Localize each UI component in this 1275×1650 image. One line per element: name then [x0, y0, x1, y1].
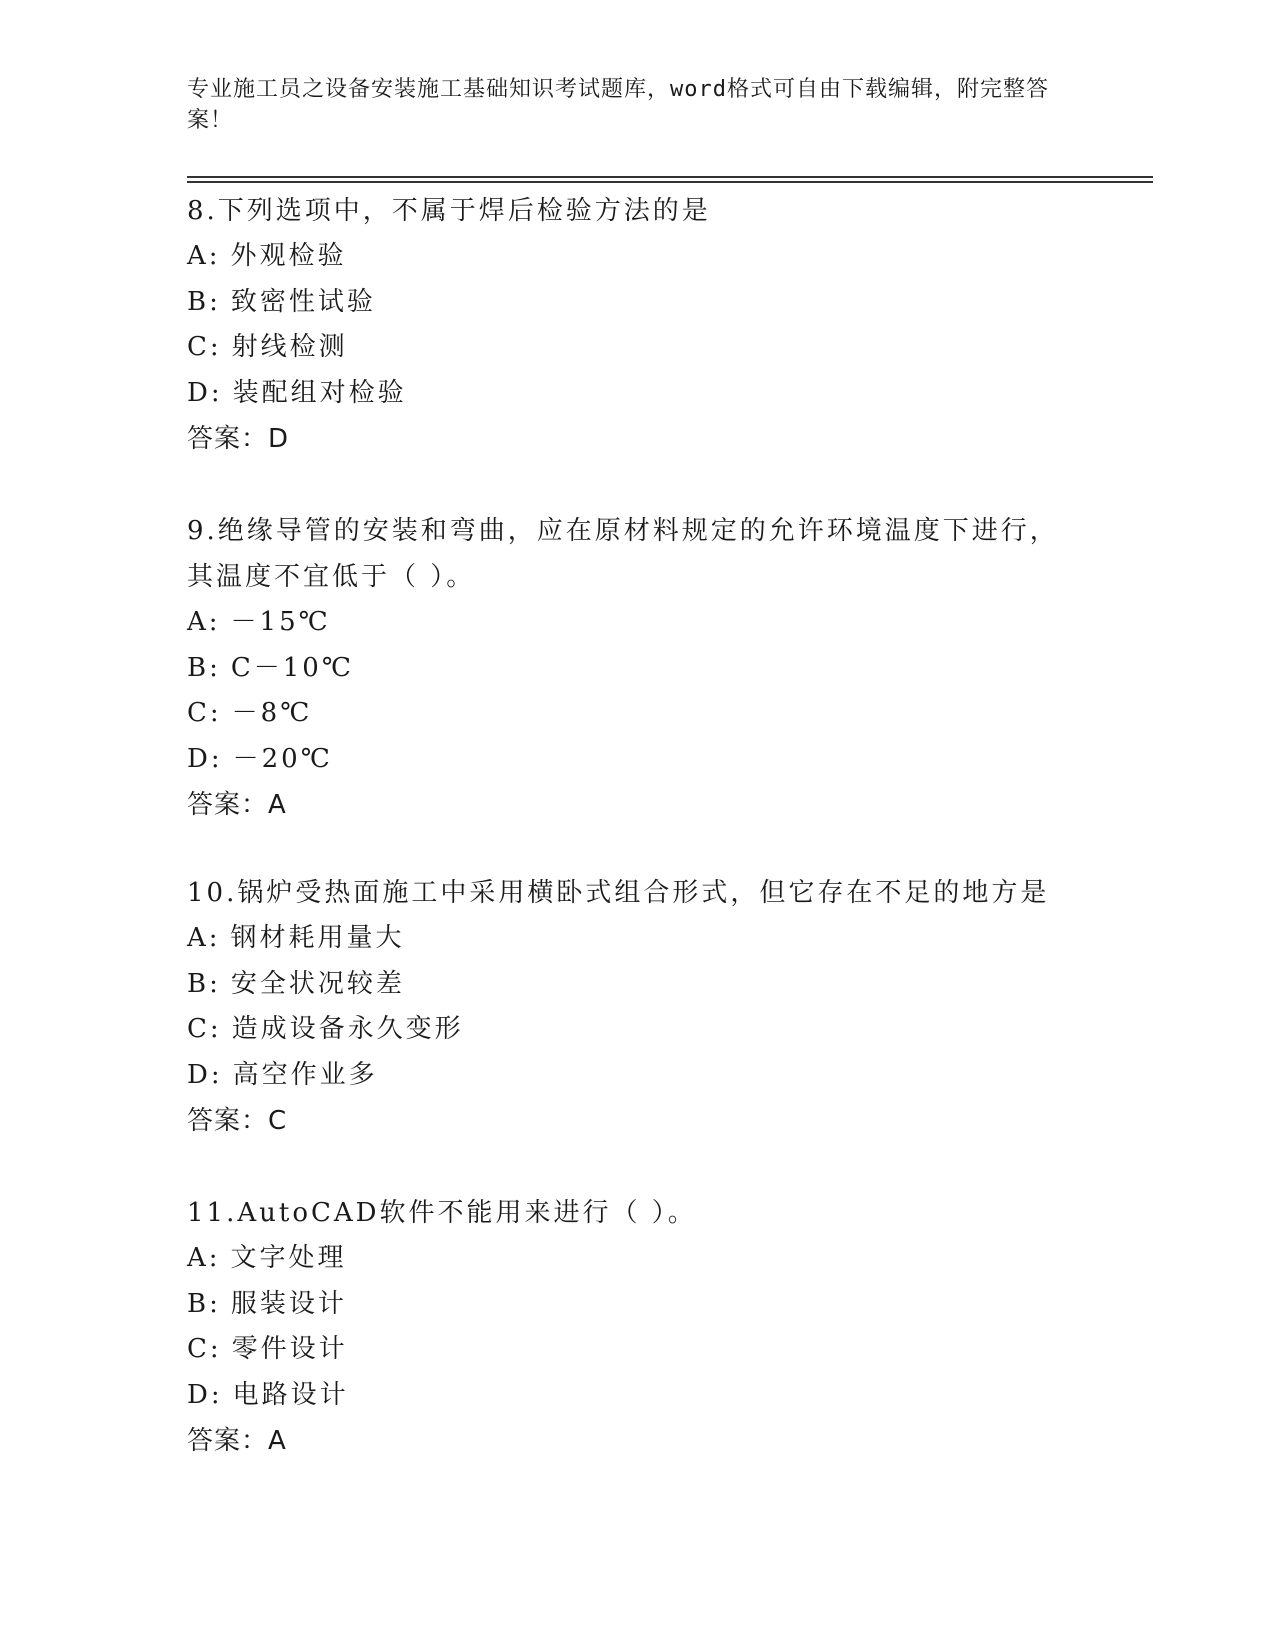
option-text: 零件设计	[231, 1334, 348, 1365]
option-text: 电路设计	[232, 1379, 349, 1410]
option-letter: B:	[187, 286, 221, 317]
option-b	[187, 962, 1087, 1008]
question-stem: 11.AutoCAD软件不能用来进行（ ）。	[187, 1198, 697, 1228]
option-letter: C:	[187, 1014, 222, 1045]
question-stem: 10.锅炉受热面施工中采用横卧式组合形式，但它存在不足的地方是	[187, 878, 1050, 908]
question-item	[187, 870, 1087, 1144]
option-text: 高空作业多	[232, 1059, 378, 1090]
option-d	[187, 371, 1087, 417]
option-letter: C:	[187, 698, 222, 729]
option-a	[187, 234, 1087, 280]
option-c	[187, 691, 1087, 737]
option-c	[187, 325, 1087, 371]
option-text: 射线检测	[231, 332, 348, 363]
option-a	[187, 916, 1087, 962]
header-divider	[187, 176, 1153, 178]
option-text: 安全状况较差	[230, 968, 405, 999]
option-text: 服装设计	[230, 1288, 347, 1319]
option-text: －15℃	[230, 607, 331, 637]
option-c	[187, 1007, 1087, 1053]
option-letter: C:	[187, 332, 222, 363]
option-letter: B:	[187, 968, 221, 999]
option-text: 外观检验	[230, 241, 347, 271]
answer-line: 答案：C	[187, 1106, 288, 1137]
option-d	[187, 737, 1087, 783]
answer-line: 答案：A	[187, 790, 287, 821]
option-text: －8℃	[231, 698, 313, 729]
header-divider	[187, 181, 1153, 183]
option-c	[187, 1327, 1087, 1373]
option-text: 钢材耗用量大	[230, 923, 405, 953]
option-text: －20℃	[232, 743, 333, 774]
option-a	[187, 1236, 1087, 1282]
option-d	[187, 1373, 1087, 1419]
option-letter: D:	[187, 1379, 223, 1410]
option-letter: D:	[187, 377, 223, 408]
option-letter: B:	[187, 1288, 221, 1319]
option-letter: B:	[187, 652, 221, 683]
option-letter: D:	[187, 743, 223, 774]
option-letter: A:	[187, 241, 221, 271]
option-text: C－10℃	[230, 652, 354, 683]
document-header: 专业施工员之设备安装施工基础知识考试题库，word格式可自由下载编辑，附完整答案！	[187, 77, 1049, 133]
option-text: 造成设备永久变形	[231, 1014, 464, 1045]
question-item	[187, 1190, 1087, 1464]
question-item	[187, 188, 1087, 462]
answer-line: 答案：D	[187, 424, 290, 455]
question-item	[187, 508, 1087, 828]
option-letter: A:	[187, 607, 221, 637]
option-letter: D:	[187, 1059, 223, 1090]
option-letter: C:	[187, 1334, 222, 1365]
option-d	[187, 1053, 1087, 1099]
answer-line: 答案：A	[187, 1426, 287, 1457]
option-text: 文字处理	[230, 1243, 347, 1273]
question-stem: 8.下列选项中，不属于焊后检验方法的是	[187, 196, 711, 226]
option-b	[187, 280, 1087, 326]
option-letter: A:	[187, 1243, 221, 1273]
option-text: 致密性试验	[230, 286, 376, 317]
option-b	[187, 646, 1087, 692]
option-letter: A:	[187, 923, 221, 953]
question-stem: 9.绝缘导管的安装和弯曲，应在原材料规定的允许环境温度下进行，其温度不宜低于（ ）。	[187, 516, 1059, 592]
option-a	[187, 600, 1087, 646]
option-b	[187, 1282, 1087, 1328]
option-text: 装配组对检验	[232, 377, 407, 408]
